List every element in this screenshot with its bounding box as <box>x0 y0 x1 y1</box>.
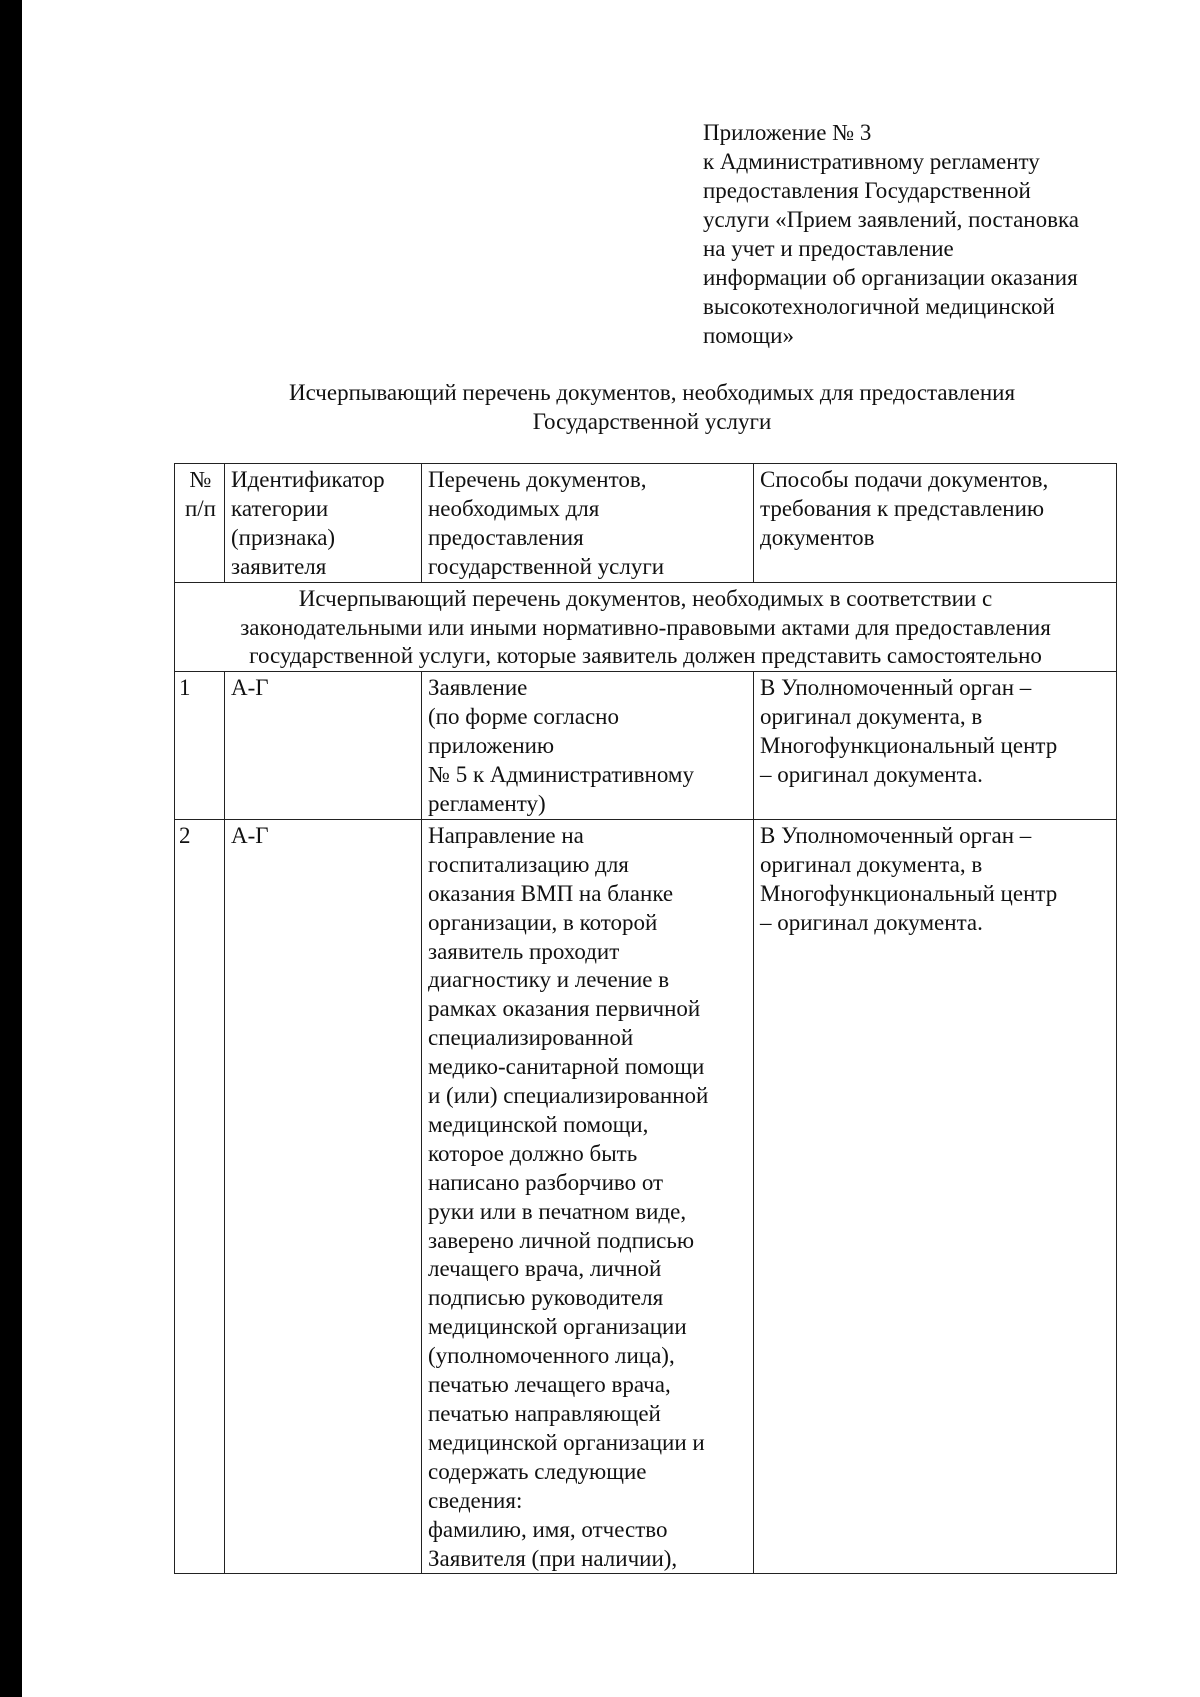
doc-line: госпитализацию для <box>428 851 629 877</box>
section-text: Исчерпывающий перечень документов, необходимых в соответствии с <box>298 585 993 611</box>
row-documents <box>422 819 754 1574</box>
documents-table <box>174 463 1117 1574</box>
header-text: № <box>189 467 212 492</box>
header-text: заявителя <box>231 553 327 579</box>
method-line: Многофункциональный центр <box>760 733 1058 759</box>
doc-line: медико-санитарной помощи <box>428 1054 705 1080</box>
appendix-line: услуги «Прием заявлений, постановка <box>703 207 1079 232</box>
doc-line: лечащего врача, личной <box>428 1256 662 1282</box>
method-line: В Уполномоченный орган – <box>760 675 1032 701</box>
row-number: 1 <box>175 672 225 820</box>
appendix-line: Приложение № 3 <box>703 120 872 145</box>
table-row <box>175 819 1117 1574</box>
title-line: Исчерпывающий перечень документов, необходимых для предоставления <box>288 380 1016 405</box>
row-number: 2 <box>175 819 225 1574</box>
header-cell-number <box>175 464 225 583</box>
header-cell-methods <box>754 464 1117 583</box>
header-text: государственной услуги <box>428 553 665 579</box>
doc-line: которое должно быть <box>428 1140 638 1166</box>
doc-line: и (или) специализированной <box>428 1083 709 1109</box>
doc-line: (по форме согласно <box>428 704 619 730</box>
row-category: А-Г <box>225 672 422 820</box>
header-text: требования к представлению <box>760 495 1045 521</box>
doc-line: организации, в которой <box>428 909 658 935</box>
section-cell <box>175 582 1117 672</box>
doc-line: печатью лечащего врача, <box>428 1372 671 1398</box>
doc-line: рамках оказания первичной <box>428 996 701 1022</box>
doc-line: руки или в печатном виде, <box>428 1198 687 1224</box>
section-text: государственной услуги, которые заявитель должен представить самостоятельно <box>249 643 1042 669</box>
header-text: Идентификатор <box>231 467 385 492</box>
doc-line: специализированной <box>428 1025 634 1051</box>
document-title <box>172 378 1132 436</box>
table-header-row <box>175 464 1117 583</box>
method-line: В Уполномоченный орган – <box>760 822 1032 848</box>
doc-line: диагностику и лечение в <box>428 967 670 993</box>
doc-line: печатью направляющей <box>428 1401 661 1426</box>
method-line: – оригинал документа. <box>760 909 983 935</box>
doc-line: подписью руководителя <box>428 1285 664 1311</box>
section-text: законодательными или иными нормативно-правовыми актами для предоставления <box>240 614 1051 640</box>
appendix-line: помощи» <box>703 323 794 348</box>
header-text: Перечень документов, <box>428 467 647 492</box>
header-cell-category <box>225 464 422 583</box>
doc-line: Направление на <box>428 822 584 848</box>
title-line: Государственной услуги <box>532 409 772 434</box>
row-methods <box>754 672 1117 820</box>
appendix-line: информации об организации оказания <box>703 265 1078 290</box>
header-text: Способы подачи документов, <box>760 467 1049 492</box>
doc-line: медицинской помощи, <box>428 1111 649 1137</box>
doc-line: написано разборчиво от <box>428 1169 664 1195</box>
appendix-note <box>703 118 1143 350</box>
header-text: предоставления <box>428 524 584 550</box>
appendix-line: предоставления Государственной <box>703 178 1031 203</box>
appendix-line: на учет и предоставление <box>703 236 954 261</box>
table-row <box>175 672 1117 820</box>
doc-line: сведения: <box>428 1487 523 1513</box>
doc-line: Заявителя (при наличии), <box>428 1545 678 1571</box>
doc-line: содержать следующие <box>428 1458 647 1484</box>
doc-line: регламенту) <box>428 790 546 816</box>
doc-line: оказания ВМП на бланке <box>428 880 674 906</box>
section-row <box>175 582 1117 672</box>
method-line: – оригинал документа. <box>760 762 983 788</box>
doc-line: медицинской организации <box>428 1314 687 1340</box>
appendix-line: к Административному регламенту <box>703 149 1040 174</box>
doc-line: Заявление <box>428 675 528 701</box>
scan-edge <box>0 0 22 1697</box>
row-category: А-Г <box>225 819 422 1574</box>
doc-line: приложению <box>428 733 555 759</box>
header-cell-documents <box>422 464 754 583</box>
appendix-line: высокотехнологичной медицинской <box>703 294 1055 319</box>
method-line: Многофункциональный центр <box>760 880 1058 906</box>
doc-line: № 5 к Административному <box>428 762 694 788</box>
method-line: оригинал документа, в <box>760 851 983 877</box>
doc-line: заверено личной подписью <box>428 1227 695 1253</box>
header-text: п/п <box>184 495 216 521</box>
header-text: необходимых для <box>428 495 600 521</box>
header-text: категории <box>231 495 329 521</box>
doc-line: фамилию, имя, отчество <box>428 1516 668 1542</box>
doc-line: заявитель проходит <box>428 938 620 964</box>
method-line: оригинал документа, в <box>760 704 983 730</box>
row-documents <box>422 672 754 820</box>
doc-line: медицинской организации и <box>428 1429 705 1455</box>
header-text: (признака) <box>231 524 336 550</box>
doc-line: (уполномоченного лица), <box>428 1343 675 1369</box>
header-text: документов <box>760 524 875 550</box>
row-methods <box>754 819 1117 1574</box>
